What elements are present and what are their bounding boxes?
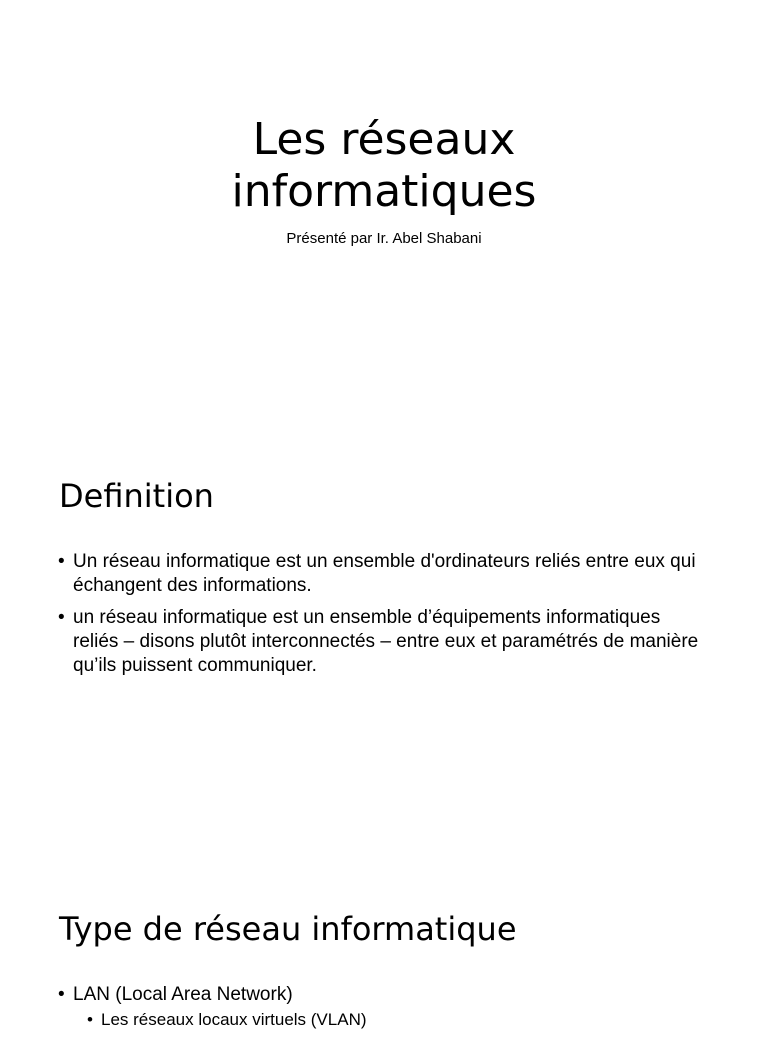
bullet-list (58, 550, 708, 686)
sub-bullet-text: Les réseaux locaux virtuels (VLAN) (101, 1010, 367, 1029)
slide-heading: Type de réseau informatique (59, 910, 517, 948)
bullet-list (58, 983, 708, 1039)
sub-bullet-list (73, 1009, 708, 1031)
bullet-item (58, 550, 708, 598)
slide-network-types (0, 864, 768, 1029)
title-line: informatiques (231, 166, 537, 217)
title-line: Les réseaux (252, 114, 516, 165)
presentation-subtitle: Présenté par Ir. Abel Shabani (286, 230, 482, 247)
bullet-icon: • (58, 551, 65, 572)
bullet-item (58, 606, 708, 678)
bullet-text: un réseau informatique est un ensemble d’équipements informatiques reliés – disons plutôt interconnectés – entre eux et paramétrés de manière qu’ils puissent communiquer. (73, 607, 699, 676)
presentation-title (0, 114, 768, 218)
bullet-icon: • (87, 1010, 93, 1029)
sub-bullet-item (73, 1009, 708, 1031)
bullet-text: LAN (Local Area Network) (73, 984, 293, 1005)
slide-heading: Definition (59, 477, 214, 515)
bullet-text: Un réseau informatique est un ensemble d'ordinateurs reliés entre eux qui échangent des informations. (73, 551, 696, 596)
bullet-icon: • (58, 607, 65, 628)
bullet-icon: • (58, 984, 65, 1005)
slide-definition (0, 432, 768, 864)
slide-title (0, 0, 768, 432)
